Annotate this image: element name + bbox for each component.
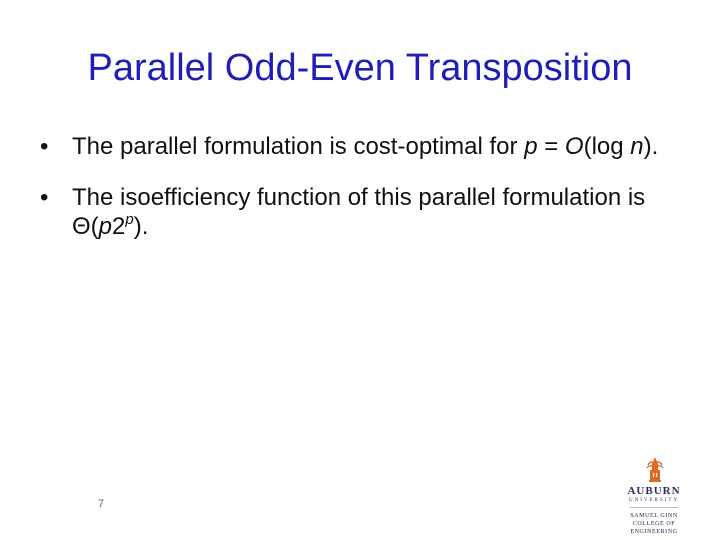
math-theta-open: Θ(: [72, 213, 99, 240]
math-p: p: [524, 133, 538, 160]
bullet-text-prefix: The isoefficiency function of this parallel formulation is: [72, 184, 646, 211]
math-o: O: [564, 133, 584, 160]
math-log-open: (log: [583, 133, 631, 160]
logo-name: AUBURN: [627, 485, 681, 497]
math-period: .: [141, 213, 149, 240]
math-two: 2: [112, 213, 126, 240]
bullet-text: [72, 183, 687, 241]
math-equals: =: [537, 133, 565, 160]
logo-divider: [630, 507, 678, 508]
slide-title: Parallel Odd-Even Transposition: [87, 47, 633, 89]
bullet-cost-optimal: [38, 132, 698, 161]
bullet-isoefficiency: [38, 183, 698, 241]
bullet-marker: •: [40, 184, 49, 211]
logo-subtitle: UNIVERSITY: [629, 498, 679, 503]
bullet-text-prefix: The parallel formulation is cost-optimal for: [72, 133, 525, 160]
bullet-list: [38, 132, 698, 263]
auburn-tower-icon: [644, 456, 666, 484]
math-close: ): [133, 213, 142, 240]
page-number: 7: [98, 498, 105, 510]
math-p: p: [98, 213, 113, 240]
math-n: n: [630, 133, 644, 160]
math-expression: [72, 213, 148, 240]
logo-line-1: SAMUEL GINN: [630, 513, 678, 519]
math-superscript-p: p: [125, 211, 134, 228]
auburn-logo: [610, 456, 698, 535]
bullet-marker: •: [40, 133, 49, 160]
math-period: .: [651, 133, 659, 160]
math-close: ): [643, 133, 652, 160]
bullet-text: [72, 132, 687, 161]
logo-line-2: COLLEGE OF ENGINEERING: [630, 521, 678, 535]
math-expression: [524, 133, 658, 160]
